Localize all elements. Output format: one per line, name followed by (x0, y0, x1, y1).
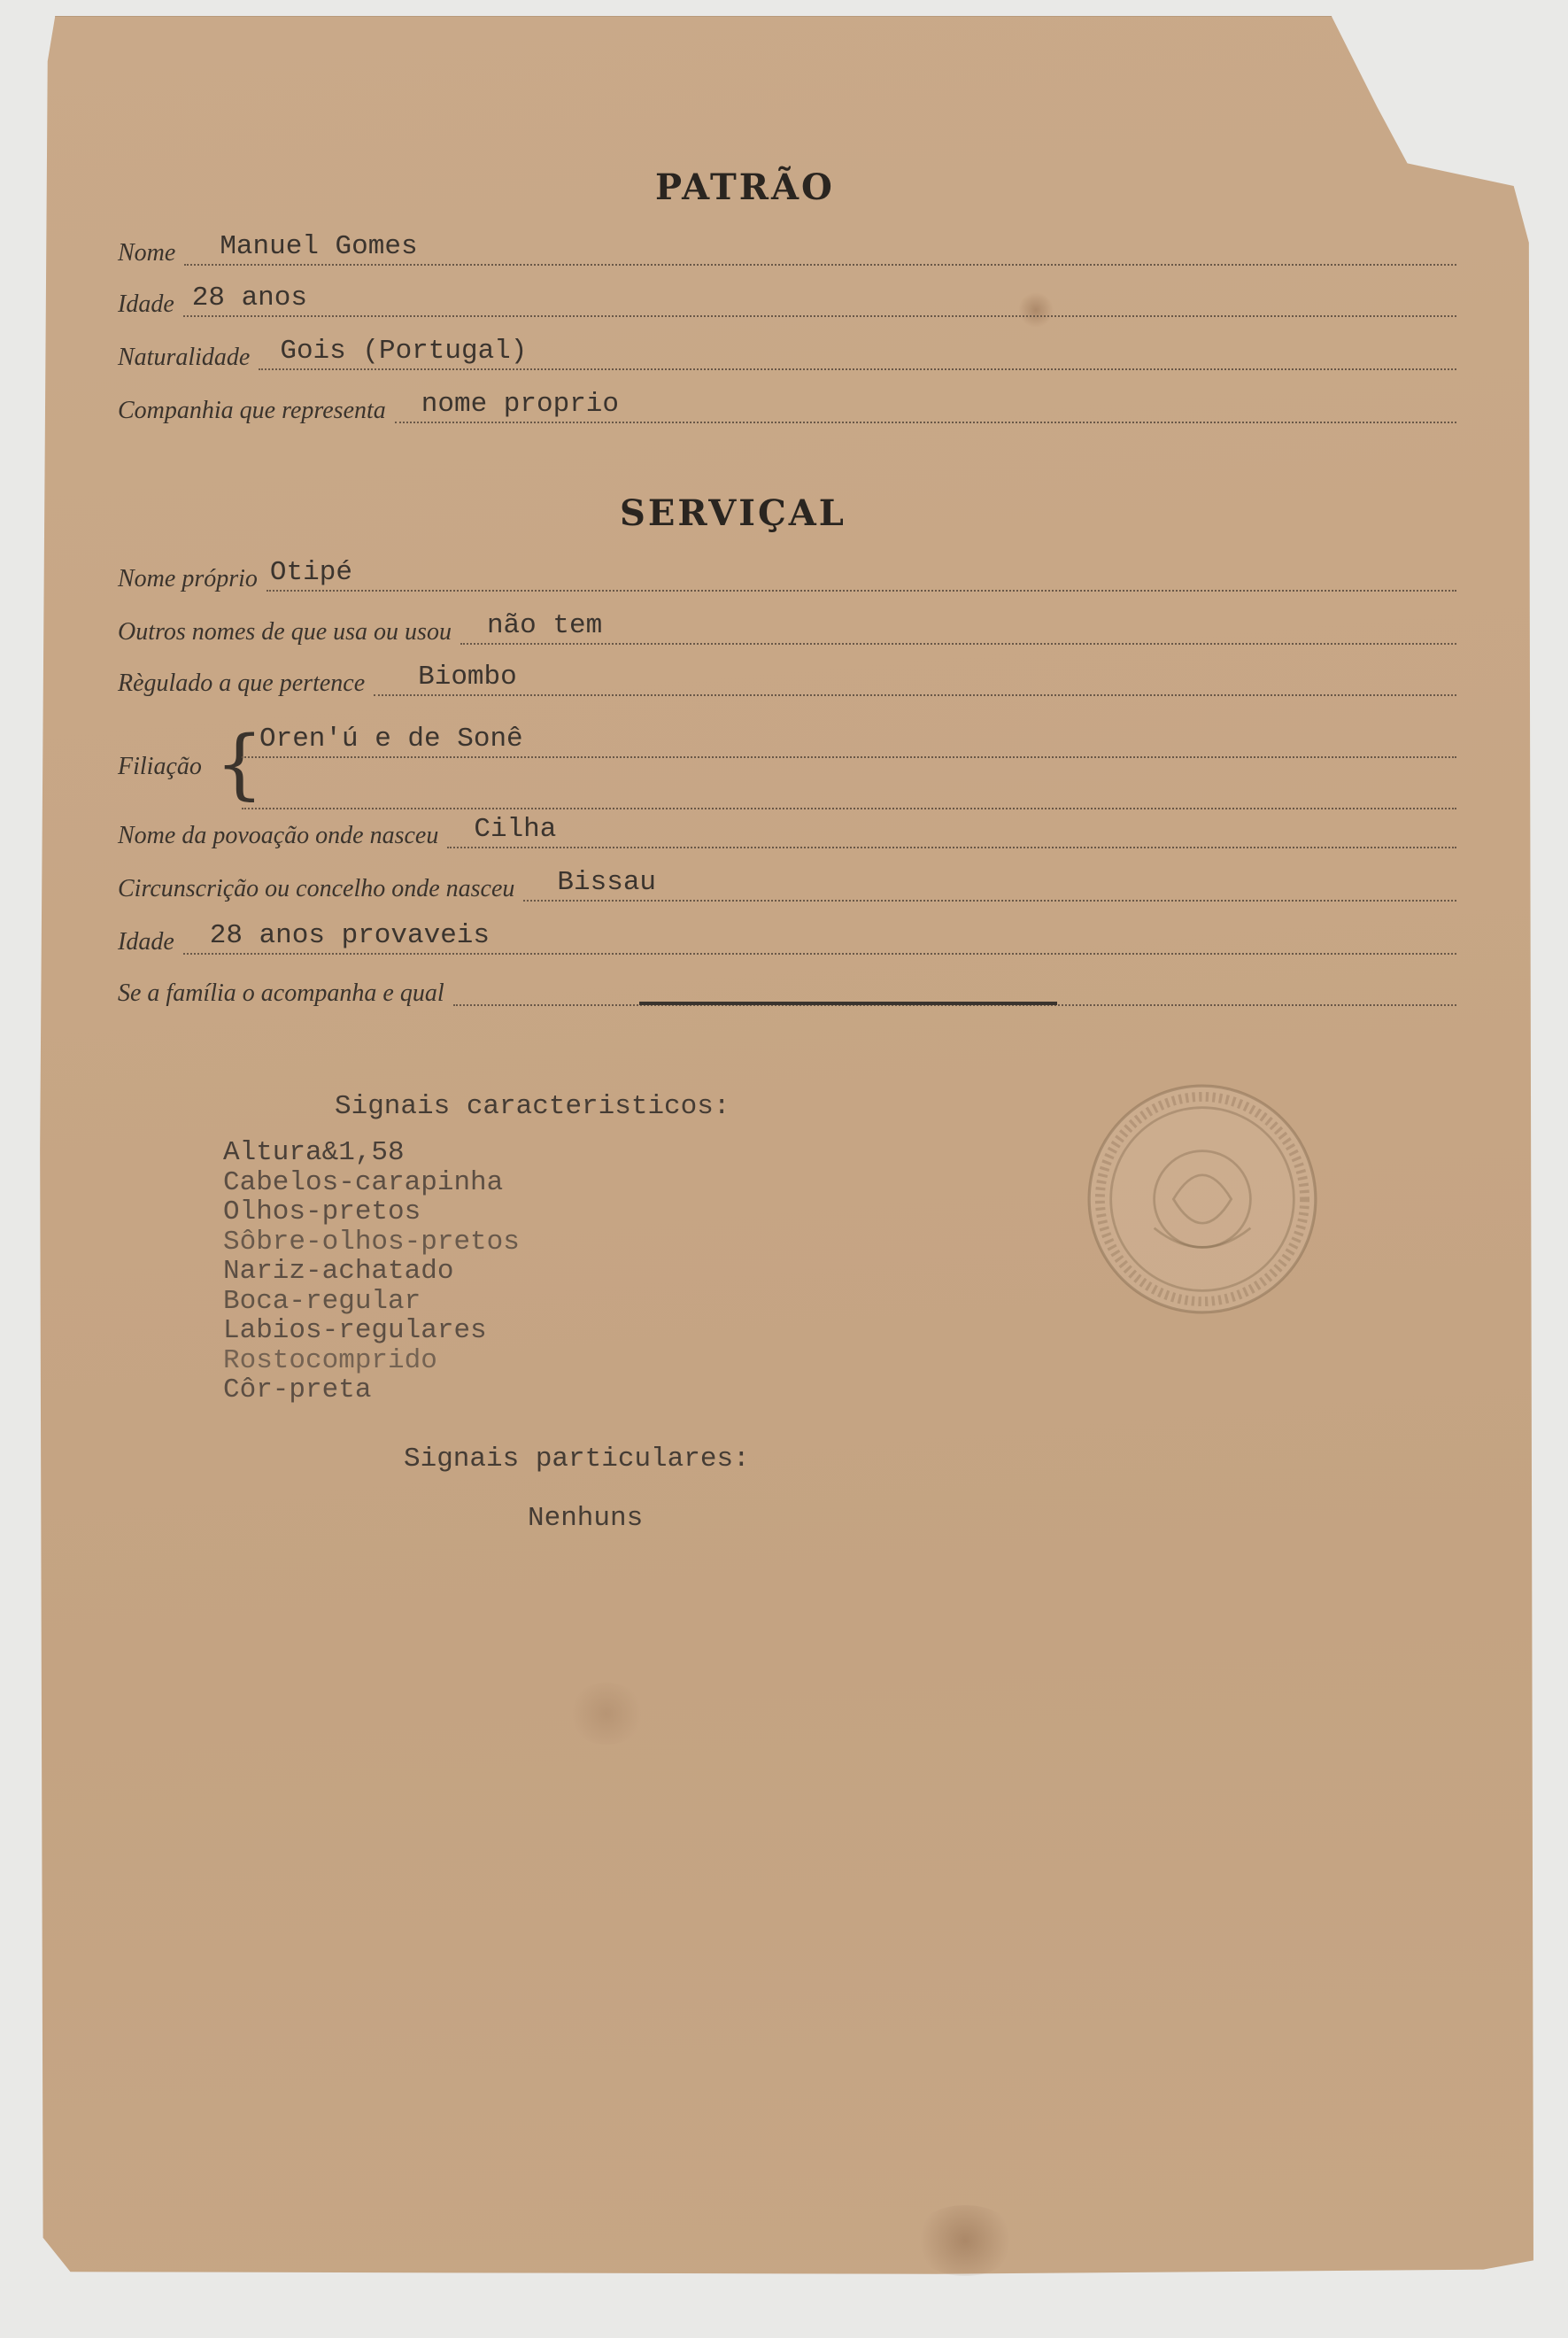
patrao-companhia-field (395, 388, 1456, 423)
patrao-companhia-value: nome proprio (421, 389, 620, 420)
servical-filiacao-label: Filiação (118, 753, 202, 780)
servical-nome-proprio-label: Nome próprio (118, 565, 258, 592)
servical-regulado-value: Biombo (418, 662, 517, 693)
patrao-idade-value: 28 anos (191, 283, 307, 314)
servical-outros-nomes-field (460, 609, 1456, 645)
servical-idade-row (118, 921, 1456, 960)
signais-particulares-value: Nenhuns (528, 1503, 644, 1534)
list-item: Labios-regulares (223, 1315, 487, 1346)
patrao-naturalidade-row (118, 337, 1456, 375)
servical-circunscricao-field (523, 866, 1456, 902)
embossed-seal (1082, 1079, 1323, 1320)
list-item: Boca-regular (223, 1285, 421, 1317)
servical-familia-field (453, 971, 1456, 1006)
patrao-naturalidade-label: Naturalidade (118, 344, 251, 371)
patrao-heading: PATRÃO (655, 166, 835, 208)
signais-caracteristicos-heading: Signais caracteristicos: (335, 1091, 730, 1122)
servical-circunscricao-row (118, 868, 1456, 907)
list-item: Olhos-pretos (223, 1196, 421, 1227)
list-item: Rostocomprido (223, 1344, 437, 1376)
servical-outros-nomes-row (118, 611, 1456, 650)
servical-filiacao-line-1 (242, 724, 1456, 758)
stain-mark (567, 1683, 646, 1745)
patrao-companhia-label: Companhia que representa (118, 397, 386, 424)
list-item: Altura&1,58 (223, 1137, 405, 1168)
patrao-idade-field (183, 282, 1456, 317)
servical-regulado-row (118, 662, 1456, 701)
list-item: Cabelos-carapinha (223, 1166, 504, 1198)
servical-nome-proprio-field (266, 556, 1456, 592)
patrao-naturalidade-field (259, 335, 1456, 370)
servical-circunscricao-value: Bissau (557, 867, 657, 898)
patrao-idade-label: Idade (118, 290, 174, 318)
patrao-naturalidade-value: Gois (Portugal) (280, 336, 528, 367)
patrao-nome-label: Nome (118, 239, 176, 267)
servical-povoacao-value: Cilha (474, 814, 557, 845)
servical-outros-nomes-value: não tem (486, 610, 603, 641)
servical-idade-value: 28 anos provaveis (209, 920, 490, 951)
servical-outros-nomes-label: Outros nomes de que usa ou usou (118, 618, 452, 646)
list-item: Sôbre-olhos-pretos (223, 1226, 520, 1258)
patrao-idade-row (118, 283, 1456, 322)
patrao-companhia-row (118, 390, 1456, 429)
servical-familia-row (118, 972, 1456, 1011)
servical-povoacao-row (118, 815, 1456, 854)
servical-heading: SERVIÇAL (620, 492, 846, 534)
patrao-nome-value: Manuel Gomes (220, 231, 418, 262)
patrao-nome-row (118, 232, 1456, 271)
signais-particulares-heading: Signais particulares: (404, 1444, 750, 1475)
patrao-nome-field (184, 230, 1456, 266)
familia-dash-line (639, 1002, 1057, 1005)
servical-circunscricao-label: Circunscrição ou concelho onde nasceu (118, 875, 515, 902)
signais-caracteristicos-list (223, 1138, 520, 1405)
servical-filiacao-value: Oren'ú e de Sonê (259, 724, 523, 755)
servical-idade-label: Idade (118, 928, 174, 956)
servical-regulado-field (374, 661, 1456, 696)
servical-regulado-label: Règulado a que pertence (118, 670, 366, 697)
servical-nome-proprio-row (118, 558, 1456, 597)
list-item: Côr-preta (223, 1374, 372, 1405)
list-item: Nariz-achatado (223, 1256, 454, 1287)
servical-filiacao-block (118, 719, 1456, 817)
stain-mark (912, 2205, 1018, 2276)
brace-glyph: { (215, 720, 264, 809)
servical-familia-label: Se a família o acompanha e qual (118, 979, 444, 1007)
servical-povoacao-field (447, 813, 1456, 848)
servical-nome-proprio-value: Otipé (269, 557, 352, 588)
servical-idade-field (183, 919, 1456, 955)
servical-povoacao-label: Nome da povoação onde nasceu (118, 822, 439, 849)
servical-filiacao-line-2 (242, 776, 1456, 809)
